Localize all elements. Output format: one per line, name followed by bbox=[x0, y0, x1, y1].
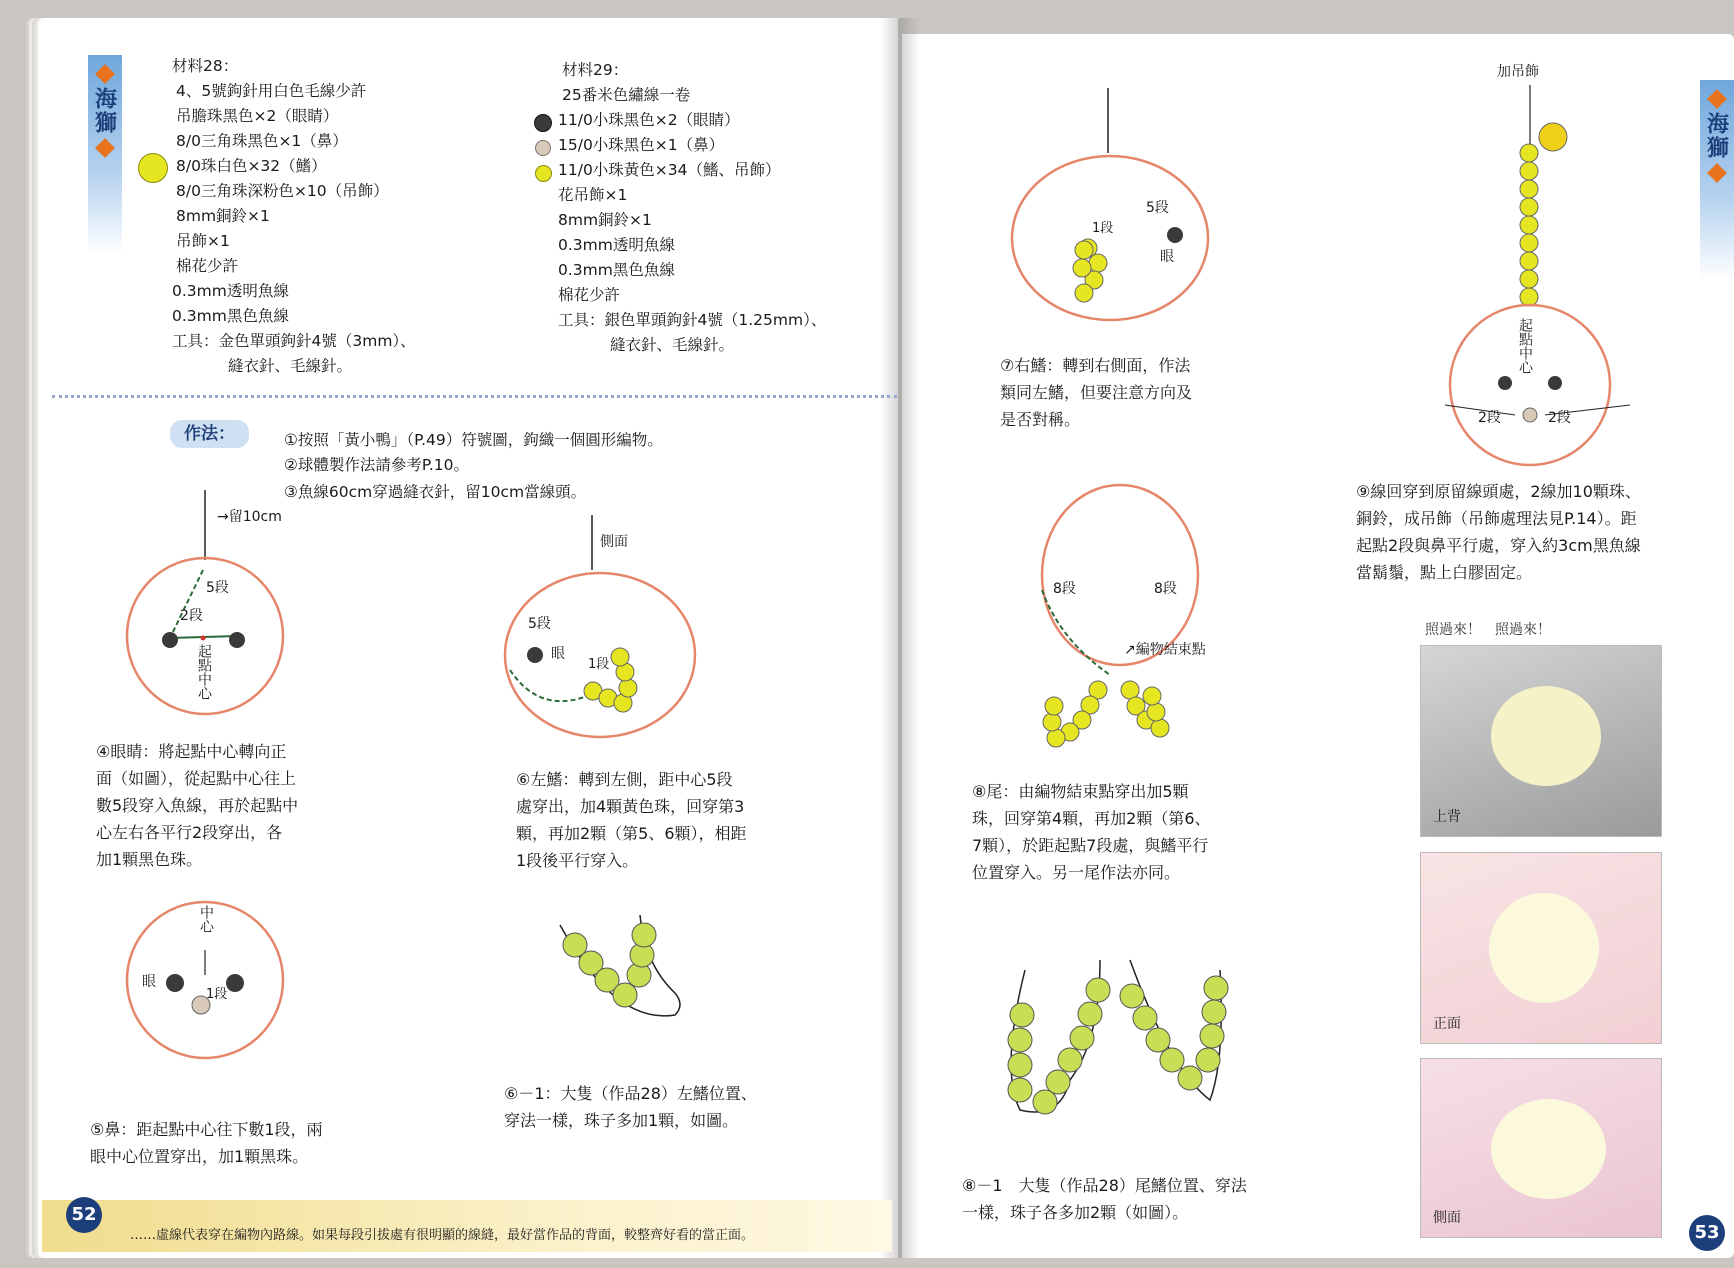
material29-item: 15/0小珠黑色×1（鼻） bbox=[558, 136, 725, 154]
page-number-left: 52 bbox=[66, 1197, 102, 1233]
material28-item: 棉花少許 bbox=[176, 257, 239, 275]
label-row2: 2段 bbox=[1548, 410, 1571, 426]
material28-item: 縫衣針、毛線針。 bbox=[228, 357, 353, 375]
label-row2: 2段 bbox=[180, 608, 203, 624]
caption-step6 bbox=[516, 766, 747, 874]
photo-side-view bbox=[1420, 1058, 1662, 1238]
method-label: 作法： bbox=[170, 420, 249, 448]
photo-front-view bbox=[1420, 852, 1662, 1044]
material28-item: 0.3mm黑色魚線 bbox=[172, 307, 289, 325]
photo-top-view bbox=[1420, 645, 1662, 837]
material29-item: 棉花少許 bbox=[558, 286, 621, 304]
caption-line: ⑨線回穿到原留線頭處，2線加10顆珠、 bbox=[1356, 482, 1641, 501]
caption-line: ⑤鼻：距起點中心往下數1段，兩 bbox=[90, 1120, 323, 1139]
diamond-icon bbox=[95, 64, 115, 84]
material28-item: 8/0三角珠黑色×1（鼻） bbox=[176, 132, 348, 150]
material29-item: 0.3mm黑色魚線 bbox=[558, 261, 675, 279]
caption-line: ⑥－1：大隻（作品28）左鰭位置、 bbox=[504, 1084, 757, 1103]
figure-step8-1 bbox=[990, 950, 1250, 1140]
caption-line: 加1顆黑色珠。 bbox=[96, 850, 203, 869]
photo-label: 正面 bbox=[1433, 1016, 1461, 1032]
label-row1: 1段 bbox=[206, 987, 228, 1002]
book-gutter bbox=[880, 18, 920, 1258]
label-start-center: 起點中心 bbox=[196, 644, 212, 700]
material28-item: 8/0三角珠深粉色×10（吊飾） bbox=[176, 182, 389, 200]
caption-step8-1 bbox=[962, 1172, 1247, 1226]
material29-item: 8mm銅鈴×1 bbox=[558, 211, 652, 229]
caption-line: 眼中心位置穿出，加1顆黑珠。 bbox=[90, 1147, 309, 1166]
caption-line: 起點2段與鼻平行處，穿入約3cm黑魚線 bbox=[1356, 536, 1641, 555]
label-row8: 8段 bbox=[1154, 581, 1177, 597]
label-row1: 1段 bbox=[1092, 221, 1114, 236]
section-tab-right bbox=[1700, 80, 1734, 280]
material28-item: 4、5號鉤針用白色毛線少許 bbox=[176, 82, 367, 100]
caption-line: ⑥左鰭：轉到左側，距中心5段 bbox=[516, 770, 733, 789]
caption-line: 心左右各平行2段穿出，各 bbox=[96, 823, 283, 842]
method-step: ②球體製作法請參考P.10。 bbox=[284, 456, 469, 474]
section-title-left: 海獅 bbox=[91, 87, 118, 135]
label-row5: 5段 bbox=[1146, 200, 1169, 216]
label-eye: 眼 bbox=[1160, 249, 1174, 265]
caption-step8 bbox=[972, 778, 1211, 886]
material28-item: 吊飾×1 bbox=[176, 232, 230, 250]
diamond-icon bbox=[95, 138, 115, 158]
dotted-separator bbox=[52, 395, 897, 398]
material29-item: 工具：銀色單頭鉤針4號（1.25mm）、 bbox=[558, 311, 827, 329]
label-side: 側面 bbox=[600, 534, 628, 550]
footer-note: ……虛線代表穿在編物內路線。如果每段引拔處有很明顯的線縫，最好當作品的背面，較整齊好看的當正面。 bbox=[130, 1228, 755, 1243]
label-row1: 1段 bbox=[588, 657, 610, 672]
material29-list bbox=[558, 58, 826, 358]
diamond-icon bbox=[1707, 163, 1727, 183]
caption-line: 位置穿入。另一尾作法亦同。 bbox=[972, 863, 1181, 882]
material29-item: 11/0小珠黑色×2（眼睛） bbox=[558, 111, 740, 129]
figure-step8 bbox=[1030, 480, 1230, 760]
label-row5: 5段 bbox=[206, 580, 229, 596]
label-row8: 8段 bbox=[1053, 581, 1076, 597]
material29-item: 0.3mm透明魚線 bbox=[558, 236, 675, 254]
caption-line: 處穿出，加4顆黃色珠，回穿第3 bbox=[516, 797, 745, 816]
gray-bead-icon bbox=[535, 140, 551, 156]
caption-step5 bbox=[90, 1116, 323, 1170]
caption-line: 顆，再加2顆（第5、6顆），相距 bbox=[516, 824, 747, 843]
photo-label: 側面 bbox=[1433, 1210, 1461, 1226]
material28-item: 8mm銅鈴×1 bbox=[176, 207, 270, 225]
yellow-bead-icon bbox=[535, 165, 552, 182]
figure-step6-1 bbox=[555, 905, 695, 1035]
material29-item: 花吊飾×1 bbox=[558, 186, 628, 204]
caption-line: 面（如圖），從起點中心往上 bbox=[96, 769, 297, 788]
yellow-bead-icon bbox=[138, 153, 168, 183]
label-eye: 眼 bbox=[142, 974, 156, 990]
diamond-icon bbox=[1707, 89, 1727, 109]
photo-label: 上背 bbox=[1433, 809, 1461, 825]
caption-line: 數5段穿入魚線，再於起點中 bbox=[96, 796, 299, 815]
label-row5: 5段 bbox=[528, 616, 551, 632]
caption-line: 7顆），於距起點7段處，與鰭平行 bbox=[972, 836, 1209, 855]
label-row2: 2段 bbox=[1478, 410, 1501, 426]
label-center: 中心 bbox=[198, 905, 214, 933]
seal-body bbox=[1491, 1099, 1606, 1199]
material29-title: 材料29： bbox=[562, 61, 629, 79]
method-step: ③魚線60cm穿過縫衣針，留10cm當線頭。 bbox=[284, 483, 587, 501]
caption-line: ⑧尾：由編物結束點穿出加5顆 bbox=[972, 782, 1189, 801]
caption-line: 類同左鰭，但要注意方向及 bbox=[1000, 383, 1193, 402]
caption-step7 bbox=[1000, 352, 1192, 433]
caption-step9 bbox=[1356, 478, 1641, 586]
method-step: ①按照「黃小鴨」（P.49）符號圖，鉤織一個圓形編物。 bbox=[284, 431, 663, 449]
seal-body bbox=[1491, 686, 1601, 786]
caption-line: ⑦右鰭：轉到右側面，作法 bbox=[1000, 356, 1191, 375]
material29-item: 25番米色繡線一卷 bbox=[562, 86, 691, 104]
photo-header: 照過來！ 照過來！ bbox=[1425, 622, 1551, 638]
label-add-pendant: 加吊飾 bbox=[1497, 64, 1539, 80]
figure-step9 bbox=[1405, 85, 1655, 465]
caption-line: 一樣，珠子各多加2顆（如圖）。 bbox=[962, 1203, 1189, 1222]
label-end-point: ↗編物結束點 bbox=[1124, 642, 1206, 658]
material29-item: 11/0小珠黃色×34（鰭、吊飾） bbox=[558, 161, 781, 179]
caption-line: 珠，回穿第4顆，再加2顆（第6、 bbox=[972, 809, 1211, 828]
caption-step4 bbox=[96, 738, 298, 873]
material28-item: 工具：金色單頭鉤針4號（3mm）、 bbox=[172, 332, 416, 350]
caption-line: 1段後平行穿入。 bbox=[516, 851, 639, 870]
caption-line: 穿法一樣，珠子多加1顆，如圖。 bbox=[504, 1111, 739, 1130]
material28-item: 0.3mm透明魚線 bbox=[172, 282, 289, 300]
black-bead-icon bbox=[534, 114, 552, 132]
caption-line: 銅鈴，成吊飾（吊飾處理法見P.14）。距 bbox=[1356, 509, 1637, 528]
material28-title: 材料28： bbox=[172, 57, 239, 75]
seal-body bbox=[1489, 893, 1599, 1003]
caption-line: ④眼睛：將起點中心轉向正 bbox=[96, 742, 287, 761]
material28-list bbox=[172, 54, 416, 379]
caption-line: 是否對稱。 bbox=[1000, 410, 1081, 429]
caption-step6-1 bbox=[504, 1080, 757, 1134]
label-eye: 眼 bbox=[551, 646, 565, 662]
section-title-right: 海獅 bbox=[1703, 112, 1730, 160]
material28-item: 8/0珠白色×32（鰭） bbox=[176, 157, 327, 175]
material28-item: 吊膽珠黑色×2（眼睛） bbox=[176, 107, 339, 125]
label-leave-10cm: →留10cm bbox=[217, 509, 282, 525]
section-tab-left bbox=[88, 55, 122, 255]
figure-step7 bbox=[1010, 88, 1230, 328]
page-number-right: 53 bbox=[1689, 1215, 1725, 1251]
caption-line: 當鬍鬚，點上白膠固定。 bbox=[1356, 563, 1533, 582]
material29-item: 縫衣針、毛線針。 bbox=[610, 336, 735, 354]
label-start-center: 起點中心 bbox=[1517, 318, 1533, 374]
caption-line: ⑧－1 大隻（作品28）尾鰭位置、穿法 bbox=[962, 1176, 1247, 1195]
